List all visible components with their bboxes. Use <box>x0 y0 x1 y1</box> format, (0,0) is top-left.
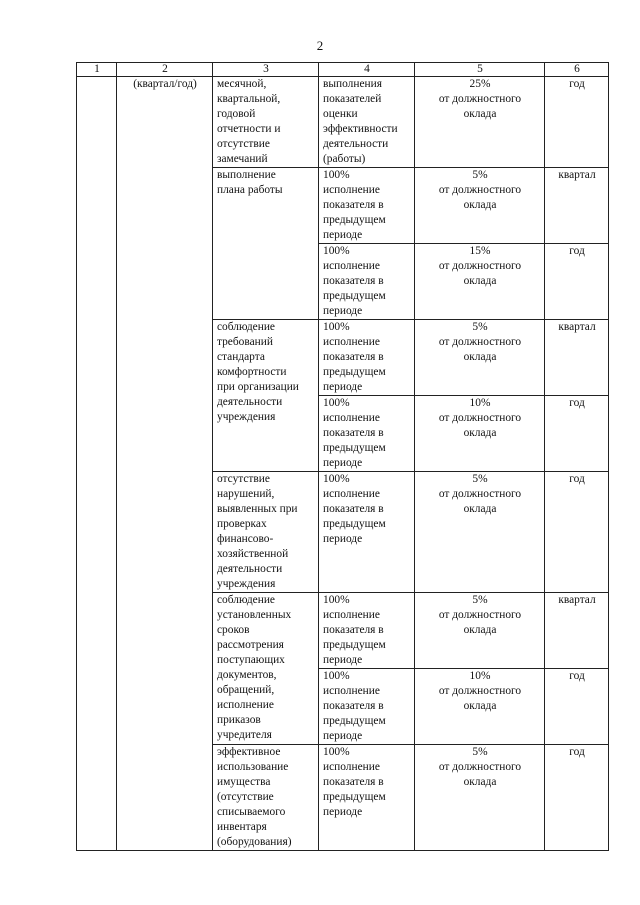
period-cell: год <box>545 472 609 593</box>
period-cell: год <box>545 396 609 472</box>
condition-cell: 100% исполнение показателя в предыдущем периоде <box>319 396 415 472</box>
header-cell: 4 <box>319 63 415 77</box>
condition-cell: 100% исполнение показателя в предыдущем периоде <box>319 669 415 745</box>
column-1-cell <box>77 77 117 851</box>
criterion-cell: эффективное использование имущества (отсутствие списываемого инвентаря (оборудования) <box>213 745 319 851</box>
condition-cell: 100% исполнение показателя в предыдущем периоде <box>319 745 415 851</box>
amount-cell: 10% от должностного оклада <box>415 396 545 472</box>
condition-cell: 100% исполнение показателя в предыдущем периоде <box>319 593 415 669</box>
header-cell: 2 <box>117 63 213 77</box>
period-cell: квартал <box>545 593 609 669</box>
amount-cell: 5% от должностного оклада <box>415 745 545 851</box>
header-cell: 5 <box>415 63 545 77</box>
period-cell: год <box>545 745 609 851</box>
amount-cell: 5% от должностного оклада <box>415 593 545 669</box>
criterion-cell: соблюдение требований стандарта комфортности при организации деятельности учреждения <box>213 320 319 472</box>
header-cell: 3 <box>213 63 319 77</box>
table-row <box>77 77 609 168</box>
amount-cell: 5% от должностного оклада <box>415 168 545 244</box>
amount-cell: 5% от должностного оклада <box>415 472 545 593</box>
header-cell: 1 <box>77 63 117 77</box>
criterion-cell: выполнение плана работы <box>213 168 319 320</box>
period-cell: год <box>545 244 609 320</box>
header-row <box>77 63 609 77</box>
period-cell: год <box>545 669 609 745</box>
page-number: 2 <box>316 38 324 53</box>
criterion-cell: соблюдение установленных сроков рассмотрения поступающих документов, обращений, исполнение приказов учредителя <box>213 593 319 745</box>
condition-cell: 100% исполнение показателя в предыдущем периоде <box>319 244 415 320</box>
amount-cell: 10% от должностного оклада <box>415 669 545 745</box>
header-cell: 6 <box>545 63 609 77</box>
amount-cell: 5% от должностного оклада <box>415 320 545 396</box>
condition-cell: 100% исполнение показателя в предыдущем периоде <box>319 168 415 244</box>
period-cell: год <box>545 77 609 168</box>
condition-cell: 100% исполнение показателя в предыдущем периоде <box>319 472 415 593</box>
criterion-cell: отсутствие нарушений, выявленных при проверках финансово- хозяйственной деятельности учреждения <box>213 472 319 593</box>
criterion-cell: месячной, квартальной, годовой отчетности и отсутствие замечаний <box>213 77 319 168</box>
amount-cell: 15% от должностного оклада <box>415 244 545 320</box>
period-type-cell: (квартал/год) <box>117 77 213 851</box>
period-cell: квартал <box>545 168 609 244</box>
condition-cell: 100% исполнение показателя в предыдущем периоде <box>319 320 415 396</box>
amount-cell: 25% от должностного оклада <box>415 77 545 168</box>
condition-cell: выполнения показателей оценки эффективности деятельности (работы) <box>319 77 415 168</box>
period-cell: квартал <box>545 320 609 396</box>
criteria-table <box>76 62 609 851</box>
